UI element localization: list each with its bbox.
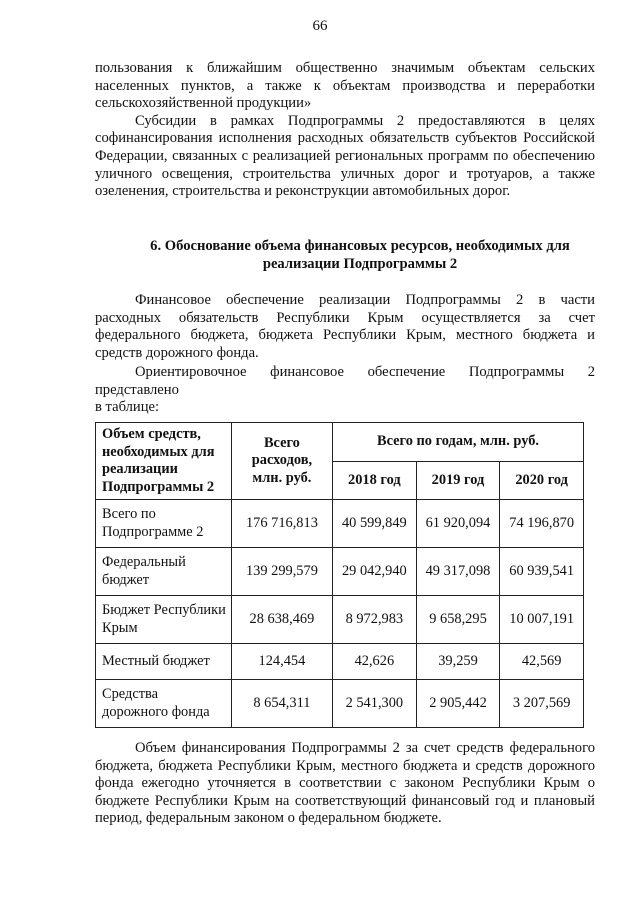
table-intro-line3: в таблице: bbox=[95, 399, 160, 416]
row-2020: 60 939,541 bbox=[500, 548, 584, 596]
paragraph-continuation: пользования к ближайшим общественно значимым объектам сельских населенных пунктов, а также к объектам производства и переработки сельскохозяйственной продукции» bbox=[95, 60, 595, 112]
table-intro-word: обеспечение bbox=[367, 364, 446, 380]
row-2019: 49 317,098 bbox=[416, 548, 500, 596]
row-2019: 39,259 bbox=[416, 644, 500, 680]
row-2020: 10 007,191 bbox=[500, 596, 584, 644]
row-total: 139 299,579 bbox=[231, 548, 332, 596]
table-row bbox=[96, 548, 584, 596]
row-name: Федеральный бюджет bbox=[96, 548, 232, 596]
header-year-2020: 2020 год bbox=[500, 462, 584, 500]
row-total: 28 638,469 bbox=[231, 596, 332, 644]
table-intro-word: Подпрограммы bbox=[468, 364, 565, 380]
row-2020: 74 196,870 bbox=[500, 500, 584, 548]
row-2019: 2 905,442 bbox=[416, 680, 500, 728]
row-2019: 9 658,295 bbox=[416, 596, 500, 644]
table-row bbox=[96, 596, 584, 644]
table-intro-lines bbox=[95, 364, 179, 417]
header-volume: Объем средств, необходимых для реализации Подпрограммы 2 bbox=[96, 423, 232, 500]
row-2018: 42,626 bbox=[333, 644, 417, 680]
table-intro-word: 2 bbox=[587, 364, 595, 380]
row-2018: 8 972,983 bbox=[333, 596, 417, 644]
header-by-years: Всего по годам, млн. руб. bbox=[333, 423, 584, 462]
row-2019: 61 920,094 bbox=[416, 500, 500, 548]
table-row bbox=[96, 500, 584, 548]
top-text-block bbox=[95, 60, 595, 201]
table-intro-word: финансовое bbox=[270, 364, 344, 380]
row-2020: 3 207,569 bbox=[500, 680, 584, 728]
page-number: 66 bbox=[312, 18, 328, 34]
row-total: 8 654,311 bbox=[231, 680, 332, 728]
header-year-2019: 2019 год bbox=[416, 462, 500, 500]
bottom-text-block bbox=[95, 740, 595, 828]
financing-table bbox=[95, 422, 584, 728]
row-2018: 2 541,300 bbox=[333, 680, 417, 728]
header-total: Всего расходов, млн. руб. bbox=[231, 423, 332, 500]
row-2018: 29 042,940 bbox=[333, 548, 417, 596]
table-row bbox=[96, 680, 584, 728]
table-row bbox=[96, 644, 584, 680]
row-name: Средства дорожного фонда bbox=[96, 680, 232, 728]
table-header-row bbox=[96, 423, 584, 462]
table-intro-line2: представлено bbox=[95, 381, 179, 398]
row-name: Бюджет Республики Крым bbox=[96, 596, 232, 644]
row-total: 176 716,813 bbox=[231, 500, 332, 548]
header-year-2018: 2018 год bbox=[333, 462, 417, 500]
row-name: Всего по Подпрограмме 2 bbox=[96, 500, 232, 548]
table-intro-word: Ориентировочное bbox=[135, 364, 247, 380]
paragraph-annual-update: Объем финансирования Подпрограммы 2 за счет средств федерального бюджета, бюджета Республики Крым, местного бюджета и средств дорожного фонда ежегодно уточняется в соответствии с законом Республики Крым о бюджете Республики Крым на соответствующий финансовый год и плановый период, федеральным законом о федеральном бюджете. bbox=[95, 740, 595, 827]
paragraph-subsidies: Субсидии в рамках Подпрограммы 2 предоставляются в целях софинансирования исполнения расходных обязательств субъектов Российской Федерации, связанных с реализацией региональных программ по обеспечению уличного освещения, строительства уличных дорог и тротуаров, а также озеленения, строительства и реконструкции автомобильных дорог. bbox=[95, 112, 595, 200]
table-intro-line1 bbox=[135, 364, 595, 382]
paragraph-financing: Финансовое обеспечение реализации Подпрограммы 2 в части расходных обязательств Республики Крым осуществляется за счет федерального бюджета, бюджета Республики Крым, местного бюджета и средств дорожного фонда. bbox=[95, 292, 595, 361]
row-total: 124,454 bbox=[231, 644, 332, 680]
row-2020: 42,569 bbox=[500, 644, 584, 680]
mid-text-block bbox=[95, 292, 595, 362]
section-heading: 6. Обоснование объема финансовых ресурсов, необходимых для реализации Подпрограммы 2 bbox=[150, 238, 570, 272]
row-name: Местный бюджет bbox=[96, 644, 232, 680]
row-2018: 40 599,849 bbox=[333, 500, 417, 548]
